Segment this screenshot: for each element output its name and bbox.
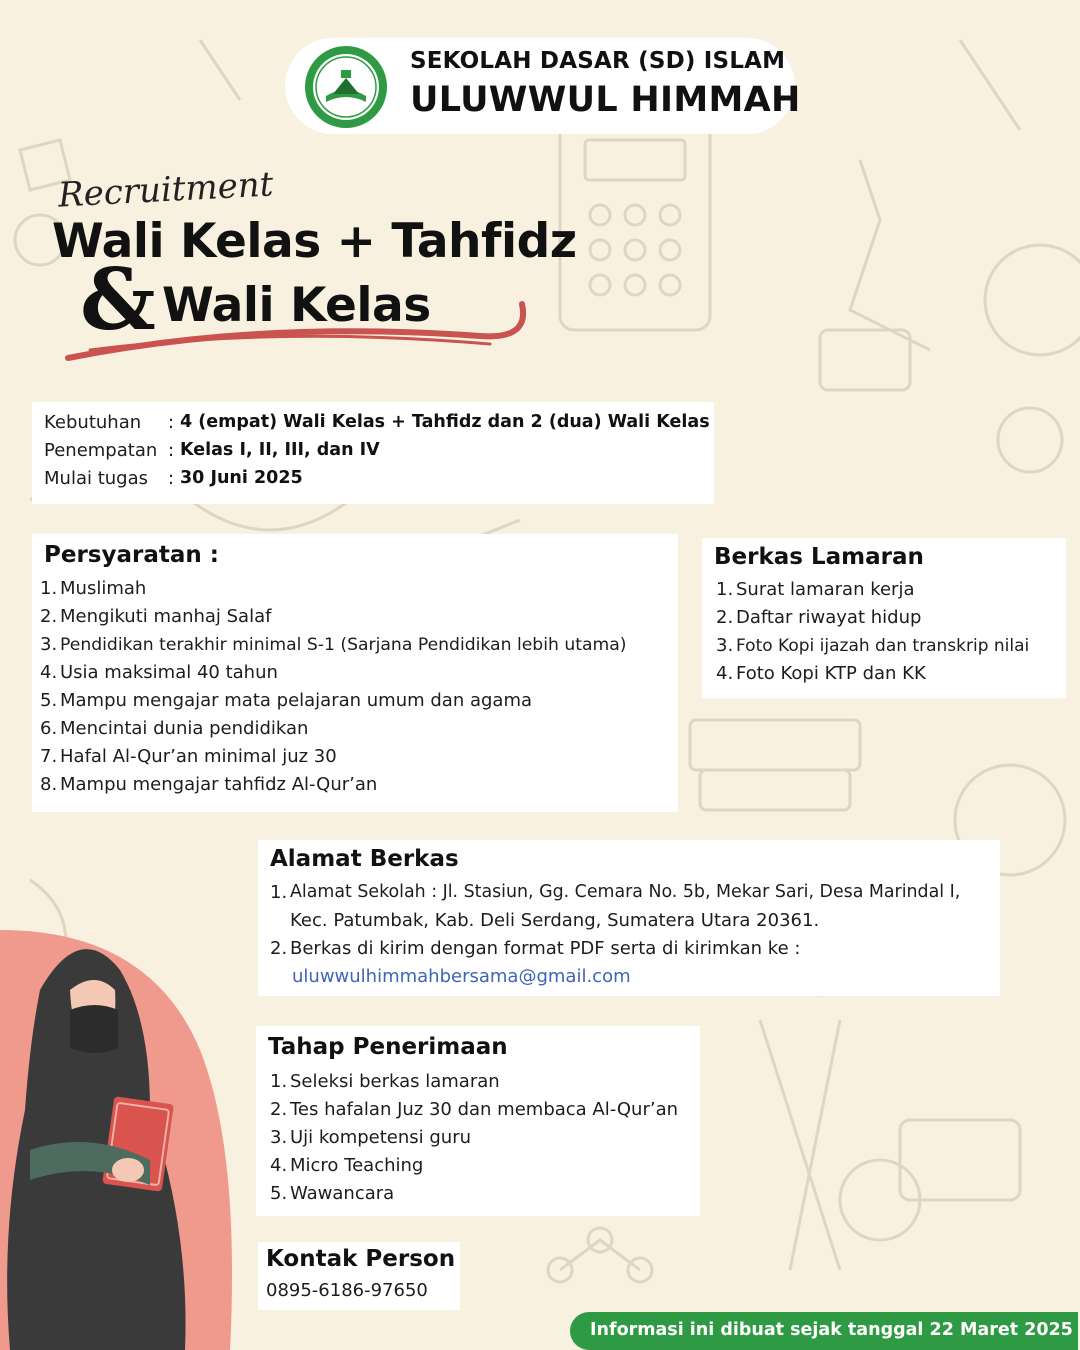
info-label: Kebutuhan (44, 412, 142, 433)
title-main: Wali Kelas + Tahfidz (52, 214, 577, 269)
alamat-line-3: Berkas di kirim dengan format PDF serta di kirimkan ke : (290, 938, 801, 959)
info-row-mulai-tugas (44, 468, 303, 489)
info-row-penempatan (44, 440, 380, 461)
email-link[interactable]: uluwwulhimmahbersama@gmail.com (292, 966, 631, 987)
title-ampersand: & (80, 250, 156, 349)
list-item: 3. Uji kompetensi guru (270, 1127, 472, 1148)
list-item: 8. Mampu mengajar tahfidz Al-Qur’an (40, 774, 378, 795)
info-colon: : (168, 440, 175, 461)
info-value: 30 Juni 2025 (180, 468, 303, 488)
persyaratan-heading: Persyaratan : (44, 542, 219, 568)
list-item: 7. Hafal Al-Qur’an minimal juz 30 (40, 746, 337, 767)
list-item: 2. Daftar riwayat hidup (716, 607, 922, 628)
list-item: 3. Foto Kopi ijazah dan transkrip nilai (716, 635, 1030, 656)
info-label: Penempatan (44, 440, 158, 461)
persyaratan-list (40, 575, 626, 799)
list-item: 4. Usia maksimal 40 tahun (40, 662, 278, 683)
school-name: ULUWWUL HIMMAH (410, 80, 801, 120)
list-item: 1. Seleksi berkas lamaran (270, 1071, 500, 1092)
alamat-number-1: 1. (270, 882, 288, 903)
info-value: 4 (empat) Wali Kelas + Tahfidz dan 2 (dua) Wali Kelas (180, 412, 710, 432)
woman-with-book-illustration (0, 930, 240, 1350)
list-item: 6. Mencintai dunia pendidikan (40, 718, 309, 739)
info-colon: : (168, 412, 175, 433)
list-item: 4. Micro Teaching (270, 1155, 424, 1176)
list-item: 2. Tes hafalan Juz 30 dan membaca Al-Qur’an (270, 1099, 679, 1120)
tahap-heading: Tahap Penerimaan (268, 1034, 508, 1060)
alamat-line-2: Kec. Patumbak, Kab. Deli Serdang, Sumatera Utara 20361. (290, 910, 820, 931)
alamat-number-2: 2. (270, 938, 288, 959)
list-item: 5. Wawancara (270, 1183, 395, 1204)
kontak-heading: Kontak Person (266, 1246, 456, 1272)
tahap-list (270, 1068, 678, 1208)
info-value: Kelas I, II, III, dan IV (180, 440, 380, 460)
list-item: 1. Surat lamaran kerja (716, 579, 915, 600)
alamat-heading: Alamat Berkas (270, 846, 459, 872)
berkas-heading: Berkas Lamaran (714, 544, 924, 570)
info-row-kebutuhan (44, 412, 710, 433)
info-label: Mulai tugas (44, 468, 148, 489)
list-item: 1. Muslimah (40, 578, 147, 599)
list-item: 2. Mengikuti manhaj Salaf (40, 606, 272, 627)
school-logo (303, 44, 389, 130)
list-item: 3. Pendidikan terakhir minimal S-1 (Sarjana Pendidikan lebih utama) (40, 634, 627, 655)
berkas-list (716, 576, 1029, 688)
list-item: 5. Mampu mengajar mata pelajaran umum dan agama (40, 690, 533, 711)
list-item: 4. Foto Kopi KTP dan KK (716, 663, 926, 684)
title-sub: Wali Kelas (162, 278, 431, 333)
school-subtitle: SEKOLAH DASAR (SD) ISLAM (410, 48, 786, 74)
title-script: Recruitment (57, 164, 275, 216)
contact-phone[interactable]: 0895-6186-97650 (266, 1280, 428, 1301)
info-colon: : (168, 468, 175, 489)
footer-note: Informasi ini dibuat sejak tanggal 22 Maret 2025 (590, 1320, 1073, 1340)
alamat-line-1: Alamat Sekolah : Jl. Stasiun, Gg. Cemara No. 5b, Mekar Sari, Desa Marindal I, (290, 882, 961, 902)
